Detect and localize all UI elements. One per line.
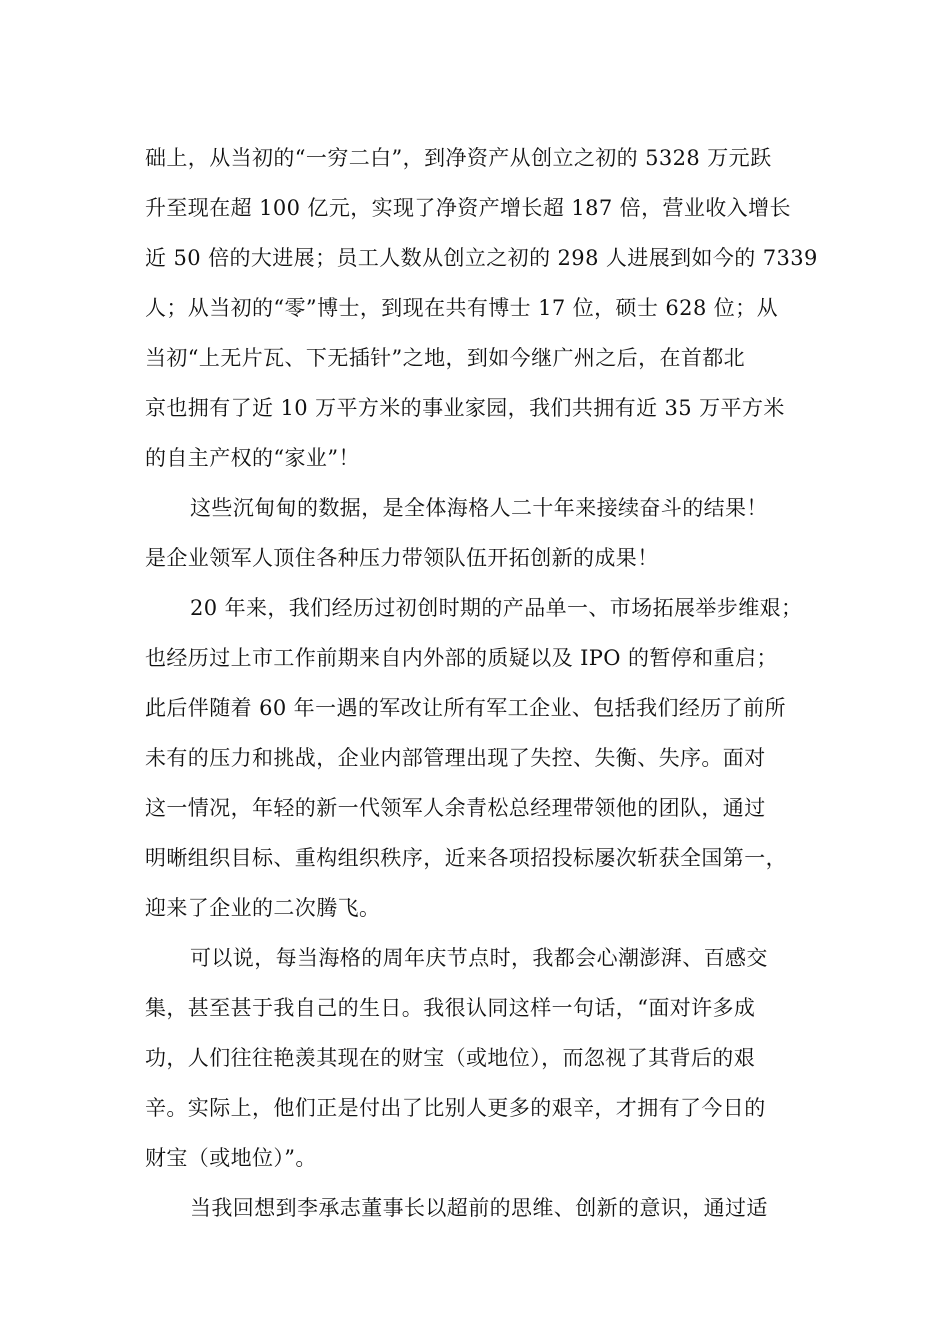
text-line-10: 20 年来，我们经历过初创时期的产品单一、市场拓展举步维艰； <box>190 596 803 620</box>
text-line-2: 升至现在超 100 亿元，实现了净资产增长超 187 倍，营业收入增长 <box>145 196 791 220</box>
text-line-9: 是企业领军人顶住各种压力带领队伍开拓创新的成果！ <box>145 546 659 570</box>
text-line-18: 集，甚至甚于我自己的生日。我很认同这样一句话，“面对许多成 <box>145 996 756 1020</box>
text-line-22: 当我回想到李承志董事长以超前的思维、创新的意识，通过适 <box>190 1196 768 1220</box>
text-line-17: 可以说，每当海格的周年庆节点时，我都会心潮澎湃、百感交 <box>190 946 768 970</box>
text-line-19: 功，人们往往艳羡其现在的财宝（或地位），而忽视了其背后的艰 <box>145 1046 756 1070</box>
text-line-14: 这一情况，年轻的新一代领军人余青松总经理带领他的团队，通过 <box>145 796 766 820</box>
text-line-20: 辛。实际上，他们正是付出了比别人更多的艰辛，才拥有了今日的 <box>145 1096 766 1120</box>
text-line-21: 财宝（或地位）”。 <box>145 1146 317 1170</box>
text-line-4: 人；从当初的“零”博士，到现在共有博士 17 位，硕士 628 位；从 <box>145 296 778 320</box>
text-line-11: 也经历过上市工作前期来自内外部的质疑以及 IPO 的暂停和重启； <box>145 646 778 670</box>
text-line-1: 础上，从当初的“一穷二白”，到净资产从创立之初的 5328 万元跃 <box>145 146 772 170</box>
text-line-3: 近 50 倍的大进展；员工人数从创立之初的 298 人进展到如今的 7339 <box>145 246 818 270</box>
text-line-8: 这些沉甸甸的数据，是全体海格人二十年来接续奋斗的结果！ <box>190 496 768 520</box>
text-line-7: 的自主产权的“家业”！ <box>145 446 360 470</box>
text-line-12: 此后伴随着 60 年一遇的军改让所有军工企业、包括我们经历了前所 <box>145 696 786 720</box>
text-line-15: 明晰组织目标、重构组织秩序，近来各项招投标屡次斩获全国第一， <box>145 846 787 870</box>
document-body <box>145 133 825 1233</box>
text-line-6: 京也拥有了近 10 万平方米的事业家园，我们共拥有近 35 万平方米 <box>145 396 785 420</box>
text-line-5: 当初“上无片瓦、下无插针”之地，到如今继广州之后，在首都北 <box>145 346 746 370</box>
text-line-16: 迎来了企业的二次腾飞。 <box>145 896 381 920</box>
text-line-13: 未有的压力和挑战，企业内部管理出现了失控、失衡、失序。面对 <box>145 746 766 770</box>
